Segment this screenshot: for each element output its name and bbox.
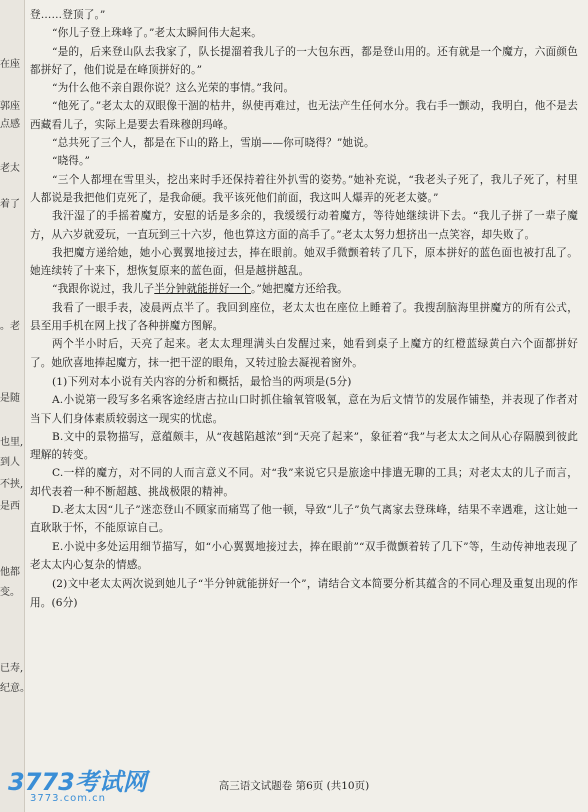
story-paragraph: “为什么他不亲自跟你说？这么光荣的事情。”我问。 — [52, 82, 295, 95]
story-paragraph: “你儿子登上珠峰了。”老太太瞬间伟大起来。 — [52, 27, 262, 40]
site-watermark — [8, 762, 158, 810]
watermark-logo: 3773考试网 — [8, 768, 147, 796]
page-footer: 高三语文试题卷 第6页 (共10页) — [218, 780, 370, 792]
story-paragraph: “我跟你说过，我儿子半分钟就能拼好一个。”她把魔方还给我。 — [52, 283, 348, 296]
question-1-option: C.一样的魔方，对不同的人而言意义不同。对“我”来说它只是旅途中排遣无聊的工具；对老太太的儿子而言，却代表着一种不断超越、挑战极限的精神。 — [30, 467, 578, 498]
margin-fragment: 已寿, — [0, 663, 24, 674]
margin-fragment: 不挟, — [0, 479, 24, 490]
story-paragraph: “总共死了三个人，都是在下山的路上，雪崩——你可晓得？”她说。 — [52, 137, 375, 150]
story-paragraph: 我看了一眼手表，凌晨两点半了。我回到座位，老太太也在座位上睡着了。我搜刮脑海里拼魔方的所有公式，县至用手机在网上找了各种拼魔方图解。 — [30, 301, 578, 333]
margin-fragment: 郭座 — [0, 101, 20, 112]
question-1-option: B.文中的景物描写，意蕴颇丰，从“夜越陷越浓”到“天亮了起来”，象征着“我”与老太太之间从心存隔膜到彼此理解的转变。 — [30, 430, 578, 462]
story-paragraph: “三个人都埋在雪里头，挖出来时手还保持着往外扒雪的姿势。”她补充说，“我老头子死了，我儿子死了，村里人都说是我把他们克死了，是我命硬。我平该死他们前面，我这叫人爆弄的死老太婆。” — [30, 173, 578, 204]
story-paragraph: “晓得。” — [52, 155, 91, 168]
margin-fragment: 也里, — [0, 437, 24, 448]
question-2-text: (2)文中老太太两次说到她儿子“半分钟就能拼好一个”，请结合文本简要分析其蕴含的不同心理及重复出现的作用。(6分) — [30, 578, 578, 609]
story-paragraph: “是的，后来登山队去我家了，队长提溜着我儿子的一大包东西，都是登山用的。还有就是一个魔方，六面颜色都拼好了，他们说是在峰顶拼好的。” — [30, 45, 578, 76]
margin-fragment: 着了 — [0, 199, 20, 210]
margin-fragment: 他都 — [0, 567, 20, 578]
story-paragraph: 我把魔方递给她，她小心翼翼地接过去，捧在眼前。她双手微颤着转了几下，原本拼好的蓝色面也被打乱了。她连续转了十来下，想恢复原来的蓝色面，但是越拼越乱。 — [30, 246, 578, 278]
question-1-options — [30, 391, 578, 574]
margin-fragment: 老太 — [0, 163, 20, 174]
margin-fragment: 纪意。 — [0, 683, 30, 694]
question-1-option: D.老太太因“儿子”迷恋登山不顾家而痛骂了他一顿，导致“儿子”负气离家去登珠峰，结果不幸遇难，这让她一直耿耿于怀，不能原谅自己。 — [30, 504, 578, 535]
underlined-phrase: 半分钟就能拼好一个 — [154, 283, 251, 296]
story-paragraph: “他死了。”老太太的双眼像干涸的枯井，纵使再难过，也无法产生任何水分。我右手一颤动，我明白，他不是去西藏看儿子，实际上是要去看珠穆朗玛峰。 — [30, 100, 578, 131]
watermark-url: 3773.com.cn — [30, 793, 106, 804]
margin-fragment: 变。 — [0, 587, 20, 598]
margin-fragment: 。老 — [0, 321, 20, 332]
question-1-option: A.小说第一段写多名乘客途经唐古拉山口时抓住输氧管吸氧，意在为后文情节的发展作铺垫，并表现了作者对当下人们身体素质较弱这一现实的忧虑。 — [30, 394, 578, 425]
story-paragraph: 我汗湿了的手摇着魔方，安慰的话是多余的，我缓缓行动着魔方，等待她继续讲下去。“我儿子拼了一辈子魔方，从六岁就爱玩，一直玩到三十六岁，他也算这方面的高手了。”老太太努力想挤出一点笑容，却失败了。 — [30, 210, 578, 241]
story-paragraph: 两个半小时后，天亮了起来。老太太理理满头白发醒过来，她看到桌子上魔方的红橙蓝绿黄白六个面都拼好了。她欣喜地捧起魔方，抹一把干涩的眼角，又转过脸去凝视着窗外。 — [30, 338, 578, 369]
margin-fragment: 是随 — [0, 393, 20, 404]
question-1 — [30, 373, 578, 574]
margin-fragment: 到人 — [0, 457, 20, 468]
story-text — [30, 6, 578, 372]
question-2 — [30, 575, 578, 612]
question-1-stem: (1)下列对本小说有关内容的分析和概括，最恰当的两项是(5分) — [52, 375, 352, 388]
margin-fragment: 点感 — [0, 119, 20, 130]
margin-fragment: 是西 — [0, 501, 20, 512]
exam-page-content — [30, 6, 578, 612]
question-1-option: E.小说中多处运用细节描写，如“小心翼翼地接过去，捧在眼前”“双手微颤着转了几下”等，生动传神地表现了老太太内心复杂的情感。 — [30, 540, 578, 571]
story-paragraph: 登……登顶了。” — [30, 9, 106, 21]
margin-fragment: 在座 — [0, 59, 20, 70]
